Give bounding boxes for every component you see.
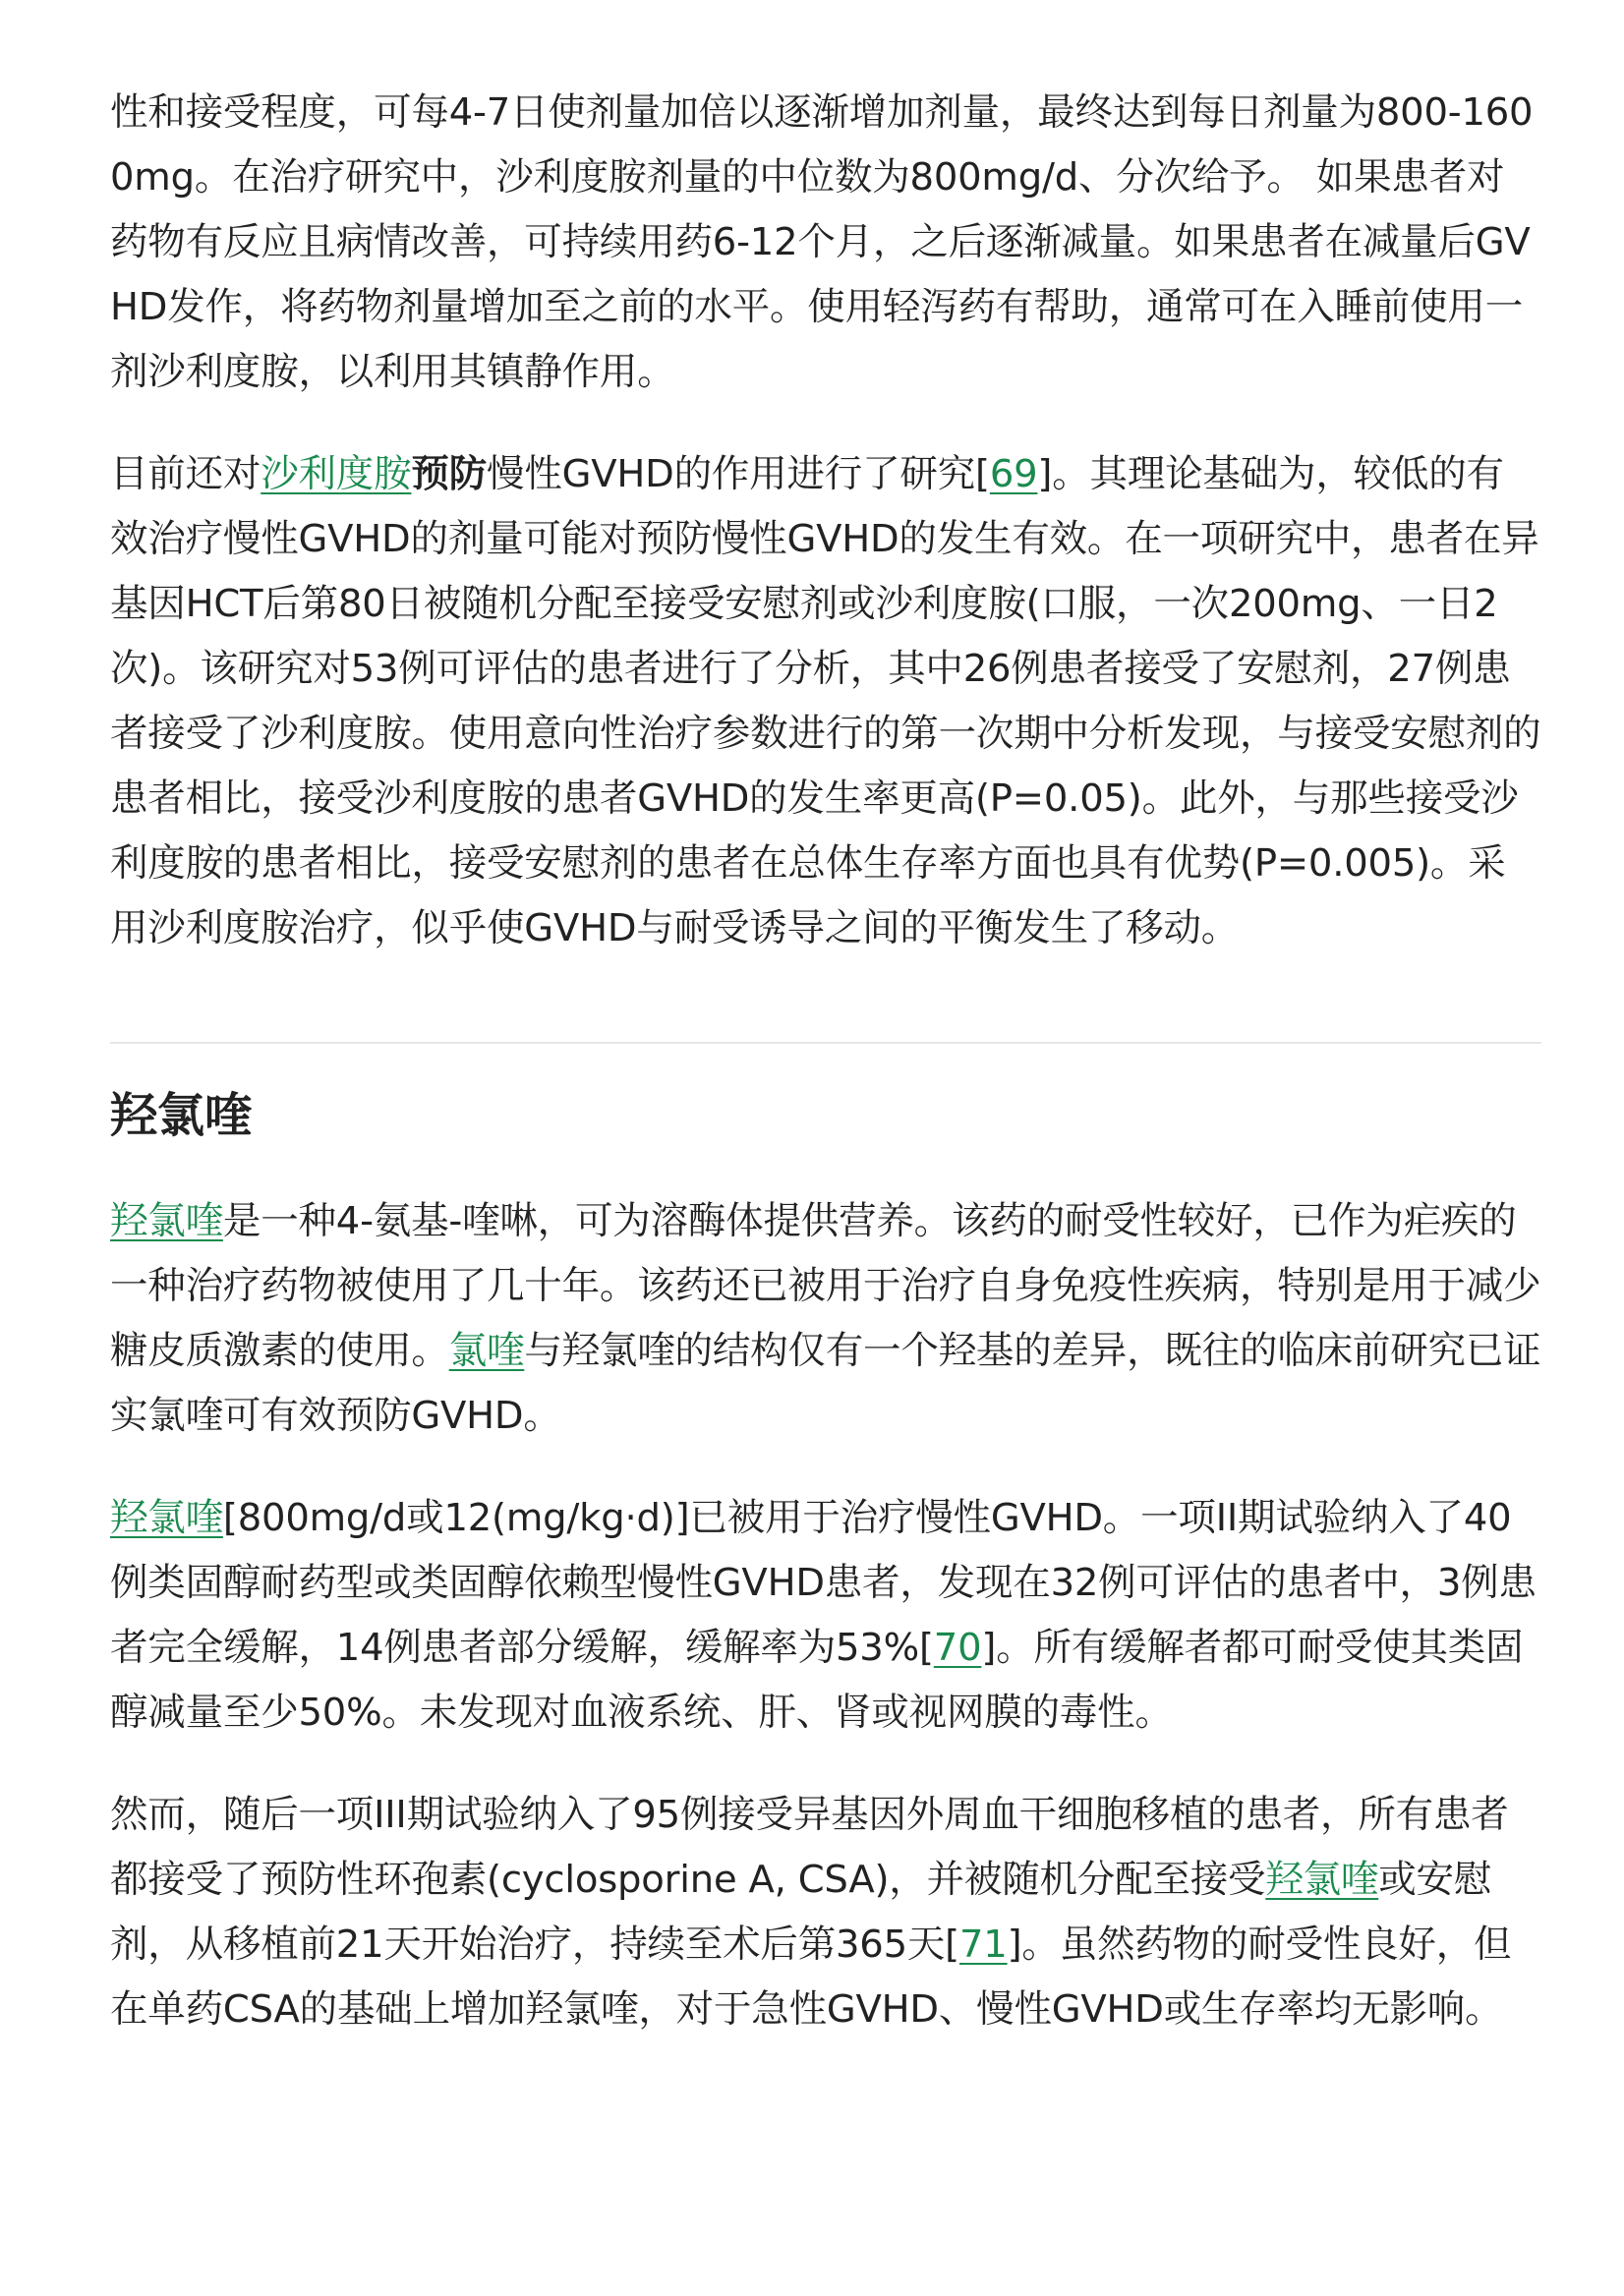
- paragraph-hydroxychloroquine-intro: [110, 1189, 1541, 1449]
- reference-link-70[interactable]: 70: [933, 1626, 982, 1670]
- paragraph-thalidomide-dosing: [110, 81, 1541, 405]
- article-content: [110, 81, 1541, 2042]
- paragraph-text: [800mg/d或12(mg/kg·d)]已被用于治疗慢性GVHD。一项II期试验纳入了40例类固醇耐药型或类固醇依赖型慢性GVHD患者，发现在32例可评估的患者中，3例患者完全缓解，14例患者部分缓解，缓解率为53%[: [110, 1496, 1537, 1670]
- section-heading-hydroxychloroquine: 羟氯喹: [110, 1088, 253, 1143]
- reference-link-69[interactable]: 69: [989, 452, 1038, 496]
- paragraph-text: 目前还对: [110, 452, 261, 496]
- paragraph-text: ]。其理论基础为，较低的有效治疗慢性GVHD的剂量可能对预防慢性GVHD的发生有效。在一项研究中，患者在异基因HCT后第80日被随机分配至接受安慰剂或沙利度胺(口服，一次200mg、一日2次)。该研究对53例可评估的患者进行了分析，其中26例患者接受了安慰剂，27例患者接受了沙利度胺。使用意向性治疗参数进行的第一次期中分析发现，与接受安慰剂的患者相比，接受沙利度胺的患者GVHD的发生率更高(P=0.05)。此外，与那些接受沙利度胺的患者相比，接受安慰剂的患者在总体生存率方面也具有优势(P=0.005)。采用沙利度胺治疗，似乎使GVHD与耐受诱导之间的平衡发生了移动。: [110, 452, 1541, 950]
- reference-link-71[interactable]: 71: [959, 1923, 1008, 1967]
- paragraph-text: 然而，随后一项III期试验纳入了95例接受异基因外周血干细胞移植的患者，所有患者都接受了预防性环孢素(cyclosporine A, CSA)，并被随机分配至接受: [110, 1793, 1509, 1902]
- paragraph-hydroxychloroquine-phase3: [110, 1783, 1541, 2042]
- paragraph-text: 是一种4-氨基-喹啉，可为溶酶体提供营养。该药的耐受性较好，已作为疟疾的一种治疗药物被使用了几十年。该药还已被用于治疗自身免疫性疾病，特别是用于减少糖皮质激素的使用。: [110, 1199, 1541, 1373]
- section-divider: [110, 1042, 1541, 1044]
- paragraph-text: ]。所有缓解者都可耐受使其类固醇减量至少50%。未发现对血液系统、肝、肾或视网膜的毒性。: [110, 1626, 1524, 1735]
- drug-link-hydroxychloroquine[interactable]: 羟氯喹: [110, 1199, 223, 1243]
- paragraph-thalidomide-prevention: [110, 442, 1541, 961]
- paragraph-text: 或安慰剂，从移植前21天开始治疗，持续至术后第365天[: [110, 1858, 1492, 1967]
- paragraph-text: ]。虽然药物的耐受性良好，但在单药CSA的基础上增加羟氯喹，对于急性GVHD、慢性GVHD或生存率均无影响。: [110, 1923, 1512, 2032]
- drug-link-hydroxychloroquine[interactable]: 羟氯喹: [1265, 1858, 1379, 1902]
- bold-text-prevention: 预防: [411, 452, 488, 496]
- drug-link-hydroxychloroquine[interactable]: 羟氯喹: [110, 1496, 223, 1540]
- paragraph-text: 性和接受程度，可每4-7日使剂量加倍以逐渐增加剂量，最终达到每日剂量为800-1600mg。在治疗研究中，沙利度胺剂量的中位数为800mg/d、分次给予。 如果患者对药物有反应且病情改善，可持续用药6-12个月，之后逐渐减量。如果患者在减量后GVHD发作，将药物剂量增加至之前的水平。使用轻泻药有帮助，通常可在入睡前使用一剂沙利度胺，以利用其镇静作用。: [110, 90, 1534, 394]
- drug-link-thalidomide[interactable]: 沙利度胺: [261, 452, 412, 496]
- paragraph-hydroxychloroquine-phase2: [110, 1486, 1541, 1746]
- paragraph-text: 与羟氯喹的结构仅有一个羟基的差异，既往的临床前研究已证实氯喹可有效预防GVHD。: [110, 1329, 1541, 1438]
- paragraph-text: 慢性GVHD的作用进行了研究[: [487, 452, 990, 496]
- drug-link-chloroquine[interactable]: 氯喹: [448, 1329, 525, 1373]
